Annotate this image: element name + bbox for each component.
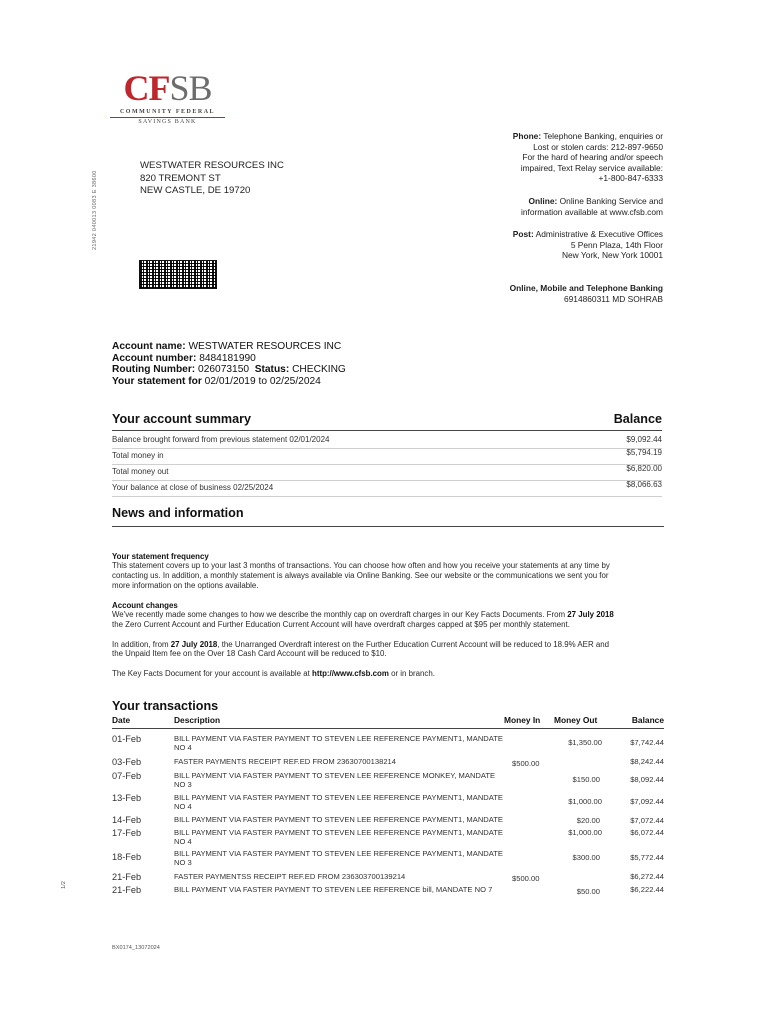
freq-line: more information on the options available. bbox=[112, 580, 259, 590]
table-row bbox=[112, 828, 664, 849]
summary-row-label: Total money in bbox=[112, 451, 164, 461]
recipient-city: NEW CASTLE, DE 19720 bbox=[140, 185, 251, 197]
recipient-address bbox=[140, 160, 284, 198]
changes-text: We've recently made some changes to how we describe the monthly cap on overdraft charges in our Key Facts Documents. From bbox=[112, 609, 566, 619]
summary-row-value: $8,066.63 bbox=[626, 480, 662, 490]
summary-row-label: Your balance at close of business 02/25/2024 bbox=[112, 483, 274, 493]
txn-description-cont: NO 3 bbox=[174, 780, 192, 789]
summary-rule bbox=[112, 430, 662, 431]
routing-number: 026073150 bbox=[198, 364, 250, 376]
summary-row bbox=[112, 464, 662, 480]
txn-balance: $8,092.44 bbox=[630, 775, 664, 784]
txn-balance: $6,272.44 bbox=[630, 872, 664, 881]
banking-title: Online, Mobile and Telephone Banking bbox=[509, 282, 663, 293]
summary-row-label: Total money out bbox=[112, 467, 169, 477]
table-row bbox=[112, 757, 664, 771]
txn-balance: $7,742.44 bbox=[630, 738, 664, 747]
txn-balance: $5,772.44 bbox=[630, 853, 664, 862]
freq-line: This statement covers up to your last 3 months of transactions. You can choose how often and how you receive your statements at any time by bbox=[112, 561, 610, 570]
post-label: Post: bbox=[512, 229, 534, 240]
txn-date: 01-Feb bbox=[112, 734, 142, 744]
account-name-label: Account name: bbox=[112, 341, 186, 352]
transactions-header bbox=[112, 715, 664, 727]
status-label: Status: bbox=[254, 364, 290, 376]
col-balance: Balance bbox=[631, 715, 664, 725]
col-date: Date bbox=[112, 715, 131, 725]
summary-balance-header: Balance bbox=[613, 412, 662, 426]
txn-date: 17-Feb bbox=[112, 828, 142, 838]
news-section bbox=[112, 506, 664, 527]
txn-description: BILL PAYMENT VIA FASTER PAYMENT TO STEVEN LEE REFERENCE PAYMENT1, MANDATE bbox=[174, 793, 503, 802]
recipient-street: 820 TREMONT ST bbox=[140, 172, 221, 184]
logo-divider bbox=[110, 117, 225, 118]
summary-row bbox=[112, 435, 662, 448]
phone-line-4: +1-800-847-6333 bbox=[598, 173, 663, 184]
news-rule bbox=[112, 526, 664, 527]
txn-description: FASTER PAYMENTS RECEIPT REF.ED FROM 23630700138214 bbox=[174, 757, 396, 766]
page-mark: 1/2 bbox=[60, 881, 67, 889]
summary-row-label: Balance brought forward from previous statement 02/01/2024 bbox=[112, 435, 330, 445]
account-details bbox=[112, 341, 346, 387]
freq-heading: Your statement frequency bbox=[112, 552, 209, 561]
phone-label: Phone: bbox=[512, 131, 542, 141]
txn-description-cont: NO 3 bbox=[174, 858, 192, 867]
col-description: Description bbox=[174, 715, 221, 725]
txn-description: BILL PAYMENT VIA FASTER PAYMENT TO STEVEN LEE REFERENCE PAYMENT1, MANDATE bbox=[174, 815, 503, 824]
online-line-1: information available at www.cfsb.com bbox=[521, 206, 663, 217]
summary-row bbox=[112, 480, 662, 496]
txn-description: BILL PAYMENT VIA FASTER PAYMENT TO STEVEN LEE REFERENCE PAYMENT1, MANDATE bbox=[174, 734, 503, 743]
txn-money-out: $1,350.00 bbox=[568, 738, 602, 747]
txn-description-cont: NO 4 bbox=[174, 743, 192, 752]
phone-line-1: Lost or stolen cards: 212-897-9650 bbox=[533, 141, 663, 152]
table-row bbox=[112, 885, 664, 899]
txn-date: 07-Feb bbox=[112, 771, 142, 781]
txn-money-out: $50.00 bbox=[576, 887, 600, 896]
routing-label: Routing Number: bbox=[112, 364, 196, 376]
txn-balance: $8,242.44 bbox=[630, 757, 664, 766]
changes-date: 27 July 2018 bbox=[567, 609, 614, 619]
txn-money-out: $1,000.00 bbox=[568, 797, 602, 806]
row-divider bbox=[112, 480, 662, 481]
addition-text-cont: , the Unarranged Overdraft interest on the Further Education Current Account will be reduced to 18.9% AER and bbox=[217, 639, 609, 649]
row-divider bbox=[112, 464, 662, 465]
post-line-0: Administrative & Executive Offices bbox=[535, 229, 663, 240]
summary-row-value: $6,820.00 bbox=[626, 464, 662, 474]
table-row bbox=[112, 849, 664, 872]
table-row bbox=[112, 872, 664, 885]
account-summary bbox=[112, 412, 662, 497]
transactions-title: Your transactions bbox=[112, 699, 219, 713]
col-money-in: Money In bbox=[504, 715, 541, 725]
period-to-word: to bbox=[258, 375, 267, 387]
post-line-2: New York, New York 10001 bbox=[561, 250, 663, 261]
logo-subtagline: SAVINGS BANK bbox=[138, 119, 197, 125]
txn-date: 18-Feb bbox=[112, 852, 142, 862]
news-title: News and information bbox=[112, 506, 244, 520]
bank-logo bbox=[110, 70, 225, 125]
txn-date: 13-Feb bbox=[112, 793, 142, 803]
txn-date: 03-Feb bbox=[112, 757, 142, 767]
account-number-label: Account number: bbox=[112, 352, 197, 364]
txn-money-out: $1,000.00 bbox=[568, 828, 602, 837]
txn-balance: $6,072.44 bbox=[630, 828, 664, 837]
account-name: WESTWATER RESOURCES INC bbox=[188, 341, 342, 352]
logo-sb: SB bbox=[169, 68, 212, 108]
addition-text: In addition, from bbox=[112, 639, 169, 649]
transactions-table bbox=[112, 734, 664, 899]
summary-row-value: $9,092.44 bbox=[626, 435, 662, 445]
period-label: Your statement for bbox=[112, 375, 202, 387]
phone-line-2: For the hard of hearing and/or speech bbox=[522, 152, 663, 163]
changes-heading: Account changes bbox=[112, 600, 178, 610]
table-row bbox=[112, 793, 664, 815]
txn-balance: $6,222.44 bbox=[630, 885, 664, 894]
online-label: Online: bbox=[528, 195, 558, 206]
logo-cf: CF bbox=[123, 68, 170, 108]
postal-barcode bbox=[139, 260, 217, 289]
txn-balance: $7,092.44 bbox=[630, 797, 664, 806]
txn-money-out: $20.00 bbox=[576, 816, 600, 825]
txn-balance: $7,072.44 bbox=[630, 816, 664, 825]
banking-ref: 6914860311 MD SOHRAB bbox=[563, 293, 663, 304]
addition-text-2: the Unpaid Item fee on the Over 18 Cash Card Account will be reduced to $10. bbox=[112, 649, 387, 659]
txn-money-out: $150.00 bbox=[572, 775, 600, 784]
summary-title: Your account summary bbox=[112, 412, 252, 426]
keyfacts-text: The Key Facts Document for your account is available at bbox=[112, 669, 310, 679]
keyfacts-text-end: or in branch. bbox=[391, 669, 435, 679]
document-code: BX0174_13072024 bbox=[112, 945, 160, 951]
addition-date: 27 July 2018 bbox=[170, 639, 218, 649]
txn-date: 21-Feb bbox=[112, 872, 142, 882]
logo-tagline: COMMUNITY FEDERAL bbox=[119, 109, 216, 115]
period-to: 02/25/2024 bbox=[269, 375, 321, 387]
mail-code: 21942 040013 0083 E 38600 bbox=[92, 170, 98, 250]
account-status: CHECKING bbox=[292, 364, 346, 376]
period-from: 02/01/2019 bbox=[204, 375, 256, 387]
transactions-rule bbox=[112, 728, 664, 729]
txn-description: FASTER PAYMENTSS RECEIPT REF.ED FROM 236303700139214 bbox=[174, 872, 406, 881]
txn-description: BILL PAYMENT VIA FASTER PAYMENT TO STEVEN LEE REFERENCE MONKEY, MANDATE bbox=[174, 771, 496, 780]
txn-money-out: $300.00 bbox=[572, 853, 600, 862]
txn-date: 21-Feb bbox=[112, 885, 142, 895]
account-number: 8484181990 bbox=[199, 352, 256, 364]
row-divider bbox=[112, 448, 662, 449]
txn-money-in: $500.00 bbox=[512, 874, 540, 883]
changes-text-2: the Zero Current Account and Further Education Current Account will have overdraft charges capped at $95 per monthly statement. bbox=[112, 619, 570, 629]
phone-line-3: impaired, Text Relay service available: bbox=[520, 162, 663, 173]
freq-line: contacting us. In addition, a monthly statement is always available via Online Banking. See our website or the communications we sent you for bbox=[112, 570, 609, 580]
table-row bbox=[112, 734, 664, 757]
txn-description: BILL PAYMENT VIA FASTER PAYMENT TO STEVEN LEE REFERENCE PAYMENT1, MANDATE bbox=[174, 849, 503, 858]
table-row bbox=[112, 815, 664, 828]
col-money-out: Money Out bbox=[554, 715, 598, 725]
keyfacts-link[interactable]: http://www.cfsb.com bbox=[312, 669, 389, 679]
news-body bbox=[112, 552, 672, 679]
recipient-name: WESTWATER RESOURCES INC bbox=[140, 160, 284, 171]
txn-description: BILL PAYMENT VIA FASTER PAYMENT TO STEVEN LEE REFERENCE PAYMENT1, MANDATE bbox=[174, 828, 503, 837]
txn-description: BILL PAYMENT VIA FASTER PAYMENT TO STEVEN LEE REFERENCE bill, MANDATE NO 7 bbox=[174, 885, 493, 894]
txn-money-in: $500.00 bbox=[512, 759, 540, 768]
summary-row bbox=[112, 448, 662, 464]
table-row bbox=[112, 771, 664, 793]
summary-row-value: $5,794.19 bbox=[626, 448, 662, 458]
txn-description-cont: NO 4 bbox=[174, 802, 192, 811]
txn-date: 14-Feb bbox=[112, 815, 142, 825]
row-divider bbox=[112, 496, 662, 497]
post-line-1: 5 Penn Plaza, 14th Floor bbox=[570, 239, 663, 250]
phone-line-0: Telephone Banking, enquiries or bbox=[543, 131, 663, 141]
online-line-0: Online Banking Service and bbox=[559, 195, 663, 206]
contact-block bbox=[403, 131, 663, 304]
txn-description-cont: NO 4 bbox=[174, 837, 192, 846]
